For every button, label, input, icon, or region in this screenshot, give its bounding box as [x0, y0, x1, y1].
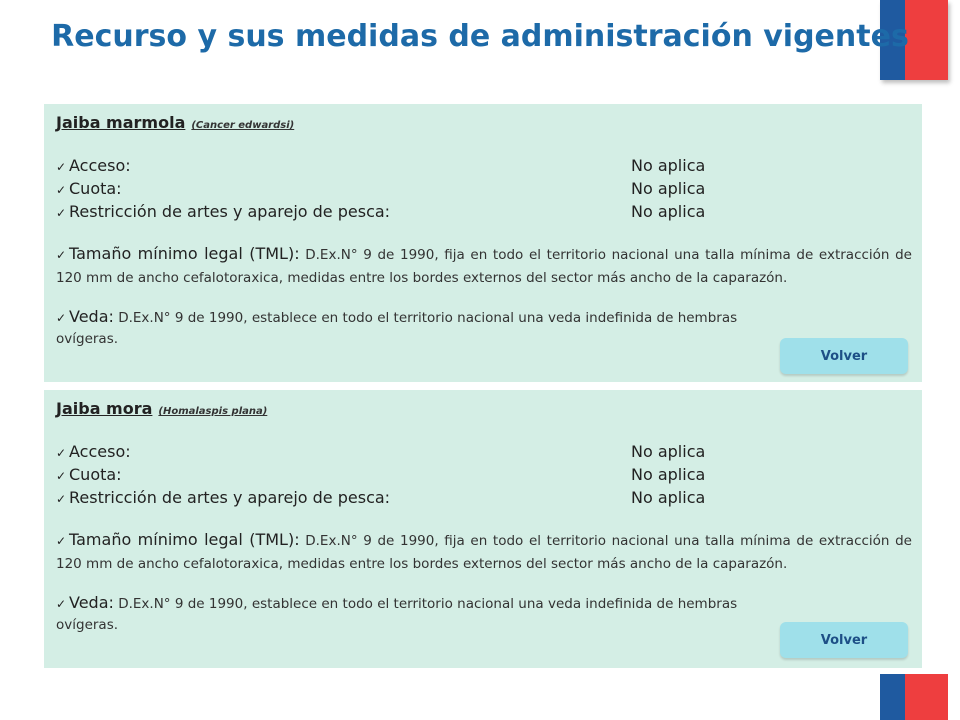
measure-value: No aplica	[631, 179, 706, 198]
veda-text: D.Ex.N° 9 de 1990, establece en todo el territorio nacional una veda indefinida de hembras ovígeras.	[56, 596, 738, 633]
measure-label: Acceso:	[69, 156, 131, 175]
measure-value: No aplica	[631, 202, 706, 221]
species-scientific-name: (Cancer edwardsi)	[191, 120, 295, 131]
veda-lead: Veda:	[69, 307, 114, 326]
veda-lead: Veda:	[69, 593, 114, 612]
measure-value: No aplica	[631, 465, 706, 484]
volver-button[interactable]: Volver	[780, 338, 908, 374]
measure-value: No aplica	[631, 442, 706, 461]
measure-row-cuota	[56, 464, 912, 487]
check-icon: ✓	[56, 311, 67, 325]
volver-button[interactable]: Volver	[780, 622, 908, 658]
veda-paragraph	[56, 592, 771, 636]
measure-label: Restricción de artes y aparejo de pesca:	[69, 488, 391, 507]
measure-row-restriccion	[56, 201, 912, 224]
measure-row-restriccion	[56, 487, 912, 510]
chile-flag-logo-bottom	[880, 674, 948, 720]
measure-row-acceso	[56, 441, 912, 464]
measure-label: Restricción de artes y aparejo de pesca:	[69, 202, 391, 221]
species-name: Jaiba marmola	[56, 113, 186, 132]
measures-list	[56, 155, 912, 224]
flag-blue-stripe	[880, 674, 905, 720]
check-icon: ✓	[56, 160, 67, 174]
check-icon: ✓	[56, 492, 67, 506]
measure-value: No aplica	[631, 156, 706, 175]
species-panel-jaiba-mora	[44, 390, 922, 668]
check-icon: ✓	[56, 183, 67, 197]
measure-label: Cuota:	[69, 465, 122, 484]
species-header	[56, 112, 912, 137]
veda-paragraph	[56, 306, 771, 350]
measure-row-cuota	[56, 178, 912, 201]
check-icon: ✓	[56, 248, 67, 262]
measures-list	[56, 441, 912, 510]
species-panel-jaiba-marmola	[44, 104, 922, 382]
flag-red-stripe	[905, 674, 948, 720]
page-title: Recurso y sus medidas de administración vigentes	[51, 19, 909, 54]
measure-row-acceso	[56, 155, 912, 178]
tml-lead: Tamaño mínimo legal (TML):	[69, 530, 300, 549]
check-icon: ✓	[56, 446, 67, 460]
check-icon: ✓	[56, 469, 67, 483]
tml-text: D.Ex.N° 9 de 1990, fija en todo el territorio nacional una talla mínima de extracción de 120 mm de ancho cefalotoraxica, medidas entre los bordes externos del sector más ancho de la caparazón.	[56, 533, 912, 572]
tml-paragraph	[56, 528, 912, 576]
species-scientific-name: (Homalaspis plana)	[158, 406, 268, 417]
species-name: Jaiba mora	[56, 399, 153, 418]
check-icon: ✓	[56, 597, 67, 611]
measure-label: Cuota:	[69, 179, 122, 198]
check-icon: ✓	[56, 206, 67, 220]
species-header	[56, 398, 912, 423]
tml-lead: Tamaño mínimo legal (TML):	[69, 244, 300, 263]
measure-value: No aplica	[631, 488, 706, 507]
check-icon: ✓	[56, 534, 67, 548]
veda-text: D.Ex.N° 9 de 1990, establece en todo el territorio nacional una veda indefinida de hembras ovígeras.	[56, 310, 738, 347]
measure-label: Acceso:	[69, 442, 131, 461]
tml-paragraph	[56, 242, 912, 290]
tml-text: D.Ex.N° 9 de 1990, fija en todo el territorio nacional una talla mínima de extracción de 120 mm de ancho cefalotoraxica, medidas entre los bordes externos del sector más ancho de la caparazón.	[56, 247, 912, 286]
